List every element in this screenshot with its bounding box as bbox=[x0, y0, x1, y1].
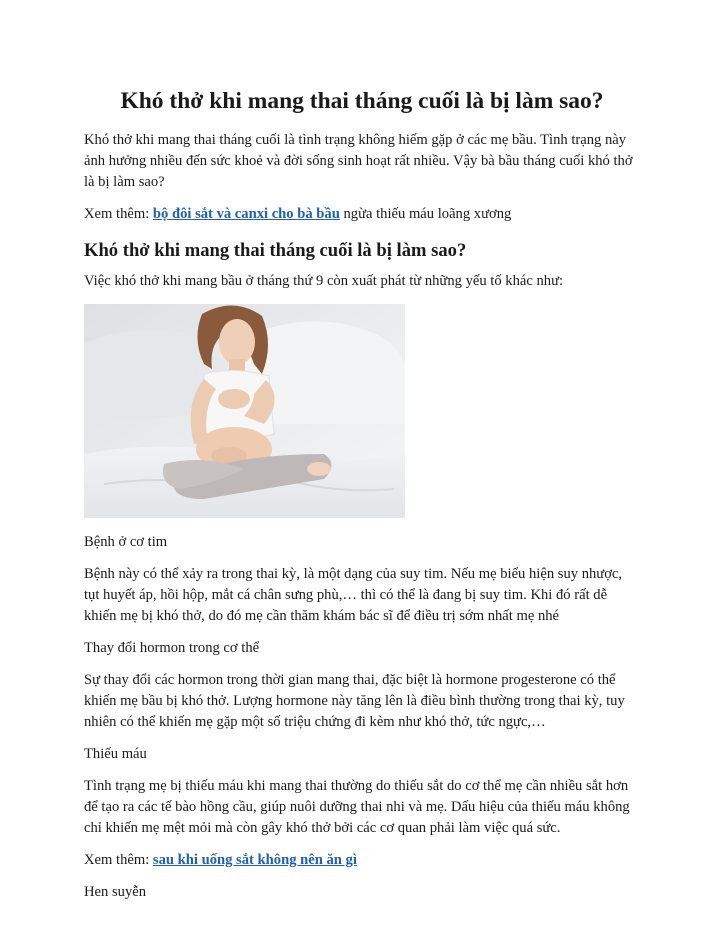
see-more-line-2 bbox=[84, 850, 640, 871]
see-more-prefix: Xem thêm: bbox=[84, 206, 153, 222]
section-label-hormone: Thay đổi hormon trong cơ thể bbox=[84, 640, 260, 656]
section-text-anemia: Tình trạng mẹ bị thiếu máu khi mang thai thường do thiếu sắt do cơ thể mẹ cần nhiều sắt hơn để tạo ra các tế bào hồng cầu, giúp nuôi dưỡng thai nhi và mẹ. Dấu hiệu của thiếu máu không chỉ khiến mẹ mệt mỏi mà còn gây khó thở bởi các cơ quan phải làm việc quá sức. bbox=[84, 778, 630, 836]
section-label-heart: Bệnh ở cơ tim bbox=[84, 534, 168, 550]
iron-food-link[interactable]: sau khi uống sắt không nên ăn gì bbox=[152, 852, 357, 868]
section-heading: Khó thở khi mang thai tháng cuối là bị làm sao? bbox=[84, 240, 467, 261]
page-title: Khó thở khi mang thai tháng cuối là bị làm sao? bbox=[120, 88, 604, 114]
pregnant-woman-photo bbox=[84, 304, 405, 518]
see-more-prefix-2: Xem thêm: bbox=[84, 852, 153, 868]
intro-paragraph: Khó thở khi mang thai tháng cuối là tình trạng không hiếm gặp ở các mẹ bầu. Tình trạng này ảnh hưởng nhiều đến sức khoẻ và đời sống sinh hoạt rất nhiều. Vậy bà bầu tháng cuối khó thở là bị làm sao? bbox=[84, 132, 633, 190]
section-text-hormone: Sự thay đổi các hormon trong thời gian mang thai, đặc biệt là hormone progesterone có thể khiến mẹ bầu bị khó thở. Lượng hormone này tăng lên là điều bình thường trong thai kỳ, tuy nhiên có thể khiến mẹ gặp một số triệu chứng đi kèm như khó thở, tức ngực,… bbox=[84, 672, 625, 730]
section-label-asthma: Hen suyễn bbox=[84, 884, 147, 900]
section-label-anemia: Thiếu máu bbox=[84, 746, 147, 762]
photo-illustration bbox=[84, 304, 405, 518]
lead-paragraph: Việc khó thở khi mang bầu ở tháng thứ 9 còn xuất phát từ những yếu tố khác như: bbox=[84, 273, 564, 289]
section-text-heart: Bệnh này có thể xảy ra trong thai kỳ, là một dạng của suy tim. Nếu mẹ biểu hiện suy nhược, tụt huyết áp, hồi hộp, mắt cá chân sưng phù,… thì có thể là đang bị suy tim. Khi đó rất dễ khiến mẹ bị khó thở, do đó mẹ cần thăm khám bác sĩ để điều trị sớm nhất mẹ nhé bbox=[84, 566, 623, 624]
see-more-line-1 bbox=[84, 204, 640, 225]
iron-calcium-link[interactable]: bộ đôi sắt và canxi cho bà bầu bbox=[152, 206, 340, 222]
see-more-suffix: ngừa thiếu máu loãng xương bbox=[339, 206, 512, 222]
document-page bbox=[84, 86, 640, 914]
